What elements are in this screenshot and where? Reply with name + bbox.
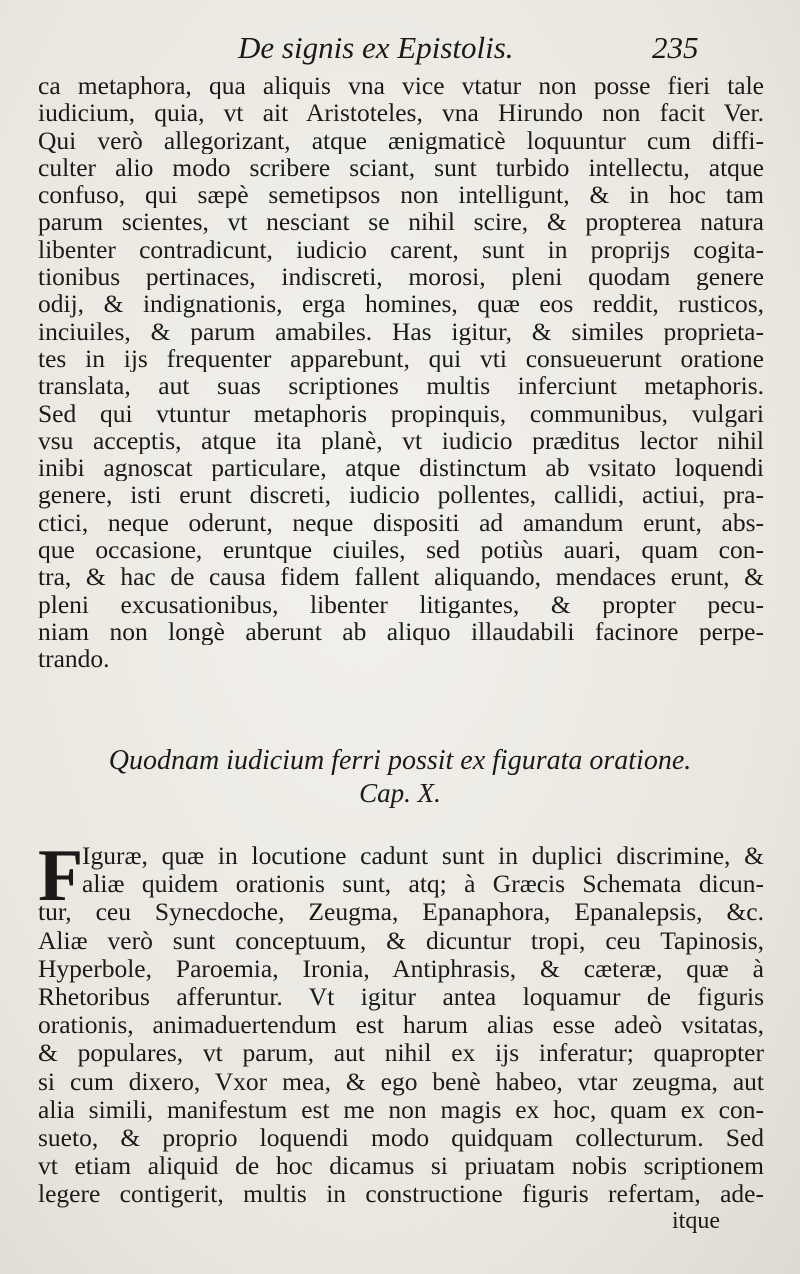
chapter-number: Cap. X. [359,778,441,808]
text-line: parum scientes, vt nesciant se nihil scire, & propterea natura [38,208,764,236]
paragraph-2 [38,835,764,1209]
show-through-text [0,690,800,730]
text-line: translata, aut suas scriptiones multis inferciunt metaphoris. [38,372,764,400]
text-line: iudicium, quia, vt ait Aristoteles, vna Hirundo non facit Ver. [38,99,764,127]
text-line: Sed qui vtuntur metaphoris propinquis, communibus, vulgari [38,399,764,427]
text-line: & populares, vt parum, aut nihil ex ijs inferatur; quapropter [38,1039,764,1068]
text-line: tur, ceu Synecdoche, Zeugma, Epanaphora, Epanalepsis, &c. [38,898,764,927]
text-line: sueto, & proprio loquendi modo quidquam collecturum. Sed [38,1123,764,1152]
text-line: tra, & hac de causa fidem fallent aliquando, mendaces erunt, & [38,563,764,591]
text-line: trando. [38,645,110,673]
drop-cap-initial: F [38,835,84,917]
text-line: ctici, neque oderunt, neque dispositi ad amandum erunt, abs- [38,508,764,537]
text-line: Aliæ verò sunt conceptuum, & dicuntur tropi, ceu Tapinosis, [38,926,764,955]
text-line: tes in ijs frequenter apparebunt, qui vti consueuerunt oratione [38,344,764,373]
chapter-title: Quodnam iudicium ferri possit ex figurata oratione. [108,745,692,776]
text-line: libenter contradicunt, iudicio carent, sunt in proprijs cogita- [38,235,764,264]
text-line: vt etiam aliquid de hoc dicamus si priuatam nobis scriptionem [38,1152,764,1181]
paragraph-1 [38,72,764,673]
text-line: pleni excusationibus, libenter litigantes, & propter pecu- [38,590,764,618]
text-line: aliæ quidem orationis sunt, atq; à Græcis Schemata dicun- [82,870,764,899]
text-line: confuso, qui sæpè semetipsos non intelligunt, & in hoc tam [38,181,764,209]
text-line: legere contigerit, multis in constructione figuris refertam, ade- [38,1180,764,1209]
text-line: Rhetoribus afferuntur. Vt igitur antea loquamur de figuris [38,982,764,1011]
text-line: que occasione, eruntque ciuiles, sed potiùs auari, quam con- [38,536,764,564]
text-line: orationis, animaduertendum est harum alias esse adeò vsitatas, [38,1011,764,1040]
text-line: Qui verò allegorizant, atque ænigmaticè loquuntur cum diffi- [38,126,764,154]
text-line: si cum dixero, Vxor mea, & ego benè habeo, vtar zeugma, aut [38,1067,764,1096]
text-line: inibi agnoscat particulare, atque distinctum ab vsitato loquendi [38,454,764,482]
text-line: alia simili, manifestum est me non magis ex hoc, quam ex con- [38,1095,764,1124]
page-header [0,30,800,74]
text-line: inciuiles, & parum amabiles. Has igitur, & similes proprieta- [38,317,764,345]
text-line: niam non longè aberunt ab aliquo illaudabili facinore perpe- [38,617,764,646]
text-line: vsu acceptis, atque ita planè, vt iudicio præditus lector nihil [38,426,764,455]
text-line: Hyperbole, Paroemia, Ironia, Antiphrasis, & cæteræ, quæ à [38,954,764,983]
text-line: ca metaphora, qua aliquis vna vice vtatur non posse fieri tale [38,72,764,100]
running-title: De signis ex Epistolis. [238,30,514,65]
text-line: odij, & indignationis, erga homines, quæ eos reddit, rusticos, [38,290,764,318]
text-line: genere, isti erunt discreti, iudicio pollentes, callidi, actiui, pra- [38,481,764,509]
page-number: 235 [652,30,699,65]
text-line: culter alio modo scribere sciant, sunt turbido intellectu, atque [38,153,764,182]
text-line: tionibus pertinaces, indiscreti, morosi, pleni quodam genere [38,263,764,291]
catchword: itque [672,1208,720,1234]
text-line: Iguræ, quæ in locutione cadunt sunt in duplici discrimine, & [82,842,764,870]
